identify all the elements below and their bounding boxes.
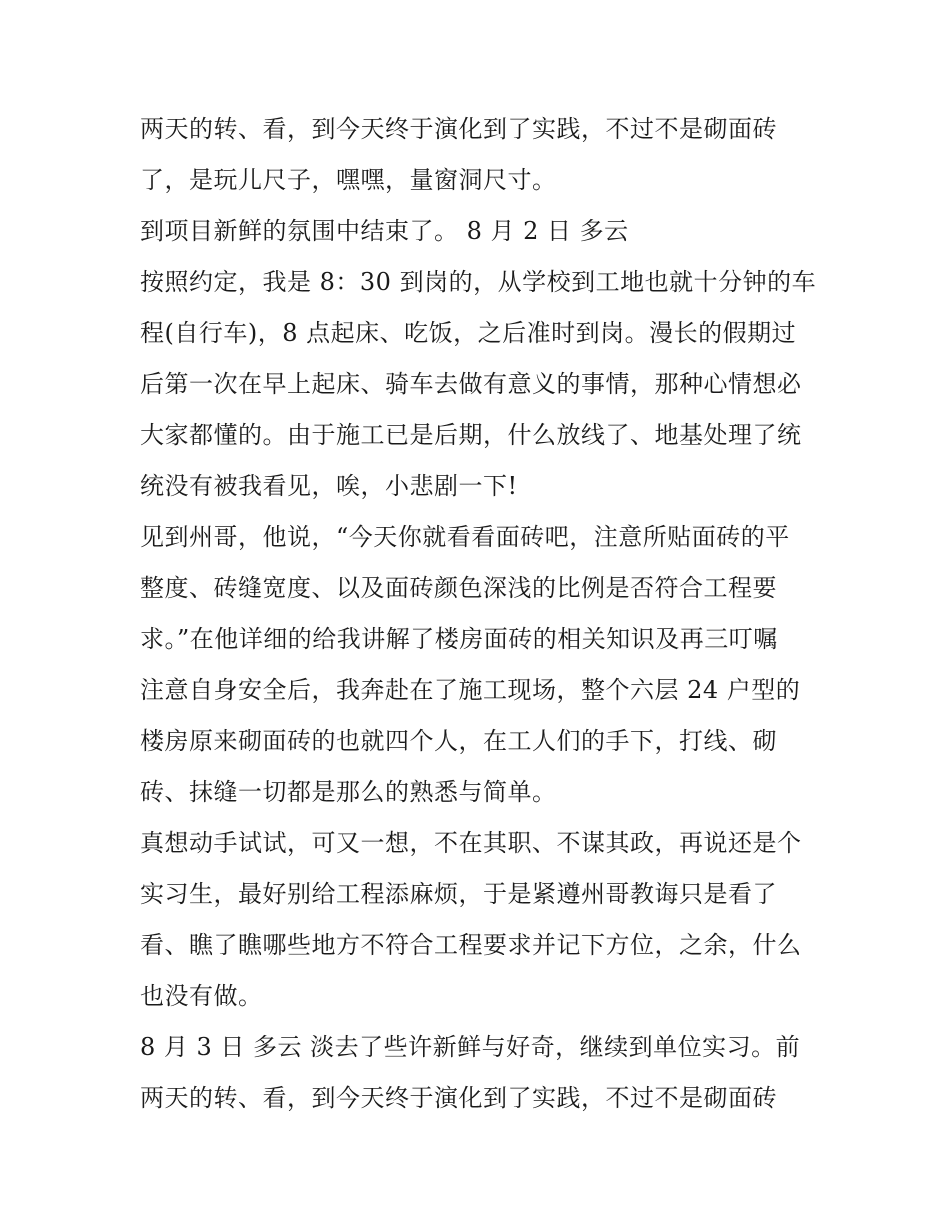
text-line-7: 大家都懂的。由于施工已是后期，什么放线了、地基处理了统 [140,421,802,449]
text-line-2: 了，是玩儿尺子，嘿嘿，量窗洞尺寸。 [140,166,557,194]
text-line-12: 注意自身安全后，我奔赴在了施工现场，整个六层 24 户型的 [140,676,801,704]
text-line-11: 求。”在他详细的给我讲解了楼房面砖的相关知识及再三叮嘱 [140,625,778,653]
text-line-5: 程(自行车)，8 点起床、吃饭，之后准时到岗。漫长的假期过 [140,319,797,347]
text-line-17: 看、瞧了瞧哪些地方不符合工程要求并记下方位，之余，什么 [140,931,802,959]
text-line-8: 统没有被我看见，唉，小悲剧一下! [140,472,518,500]
text-line-4: 按照约定，我是 8：30 到岗的，从学校到工地也就十分钟的车 [140,268,817,296]
text-line-14: 砖、抹缝一切都是那么的熟悉与简单。 [140,778,557,806]
text-line-13: 楼房原来砌面砖的也就四个人，在工人们的手下，打线、砌 [140,727,777,755]
text-line-1: 两天的转、看，到今天终于演化到了实践，不过不是砌面砖 [140,115,777,143]
text-line-16: 实习生，最好别给工程添麻烦，于是紧遵州哥教诲只是看了 [140,880,777,908]
document-body [140,104,820,1124]
text-line-15: 真想动手试试，可又一想，不在其职、不谋其政，再说还是个 [140,829,802,857]
text-line-10: 整度、砖缝宽度、以及面砖颜色深浅的比例是否符合工程要 [140,574,777,602]
text-line-19: 8 月 3 日 多云 淡去了些许新鲜与好奇，继续到单位实习。前 [140,1033,801,1061]
text-line-6: 后第一次在早上起床、骑车去做有意义的事情，那种心情想必 [140,370,802,398]
text-line-9: 见到州哥，他说，“今天你就看看面砖吧，注意所贴面砖的平 [140,523,790,551]
text-line-18: 也没有做。 [140,982,263,1010]
text-line-3: 到项目新鲜的氛围中结束了。 8 月 2 日 多云 [140,217,629,245]
text-line-20: 两天的转、看，到今天终于演化到了实践，不过不是砌面砖 [140,1084,777,1112]
